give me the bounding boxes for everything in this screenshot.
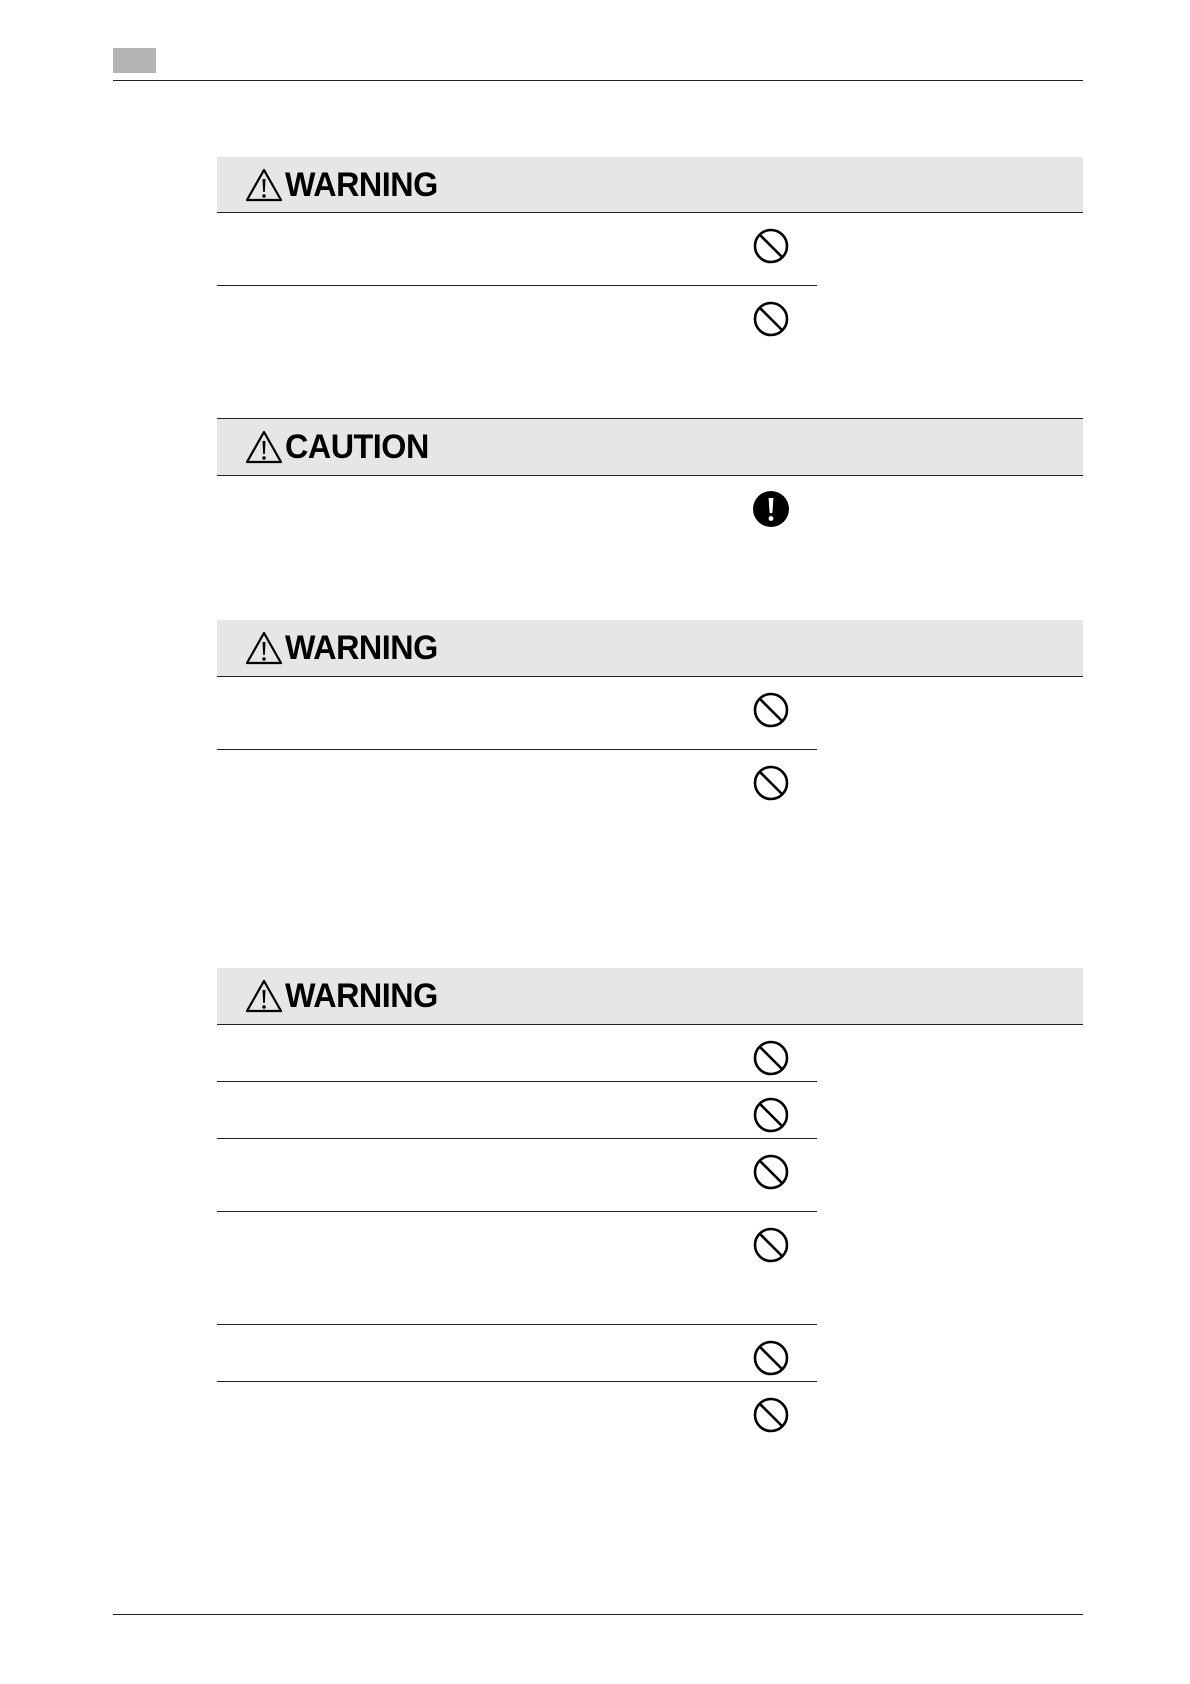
prohibition-icon bbox=[752, 1396, 790, 1434]
prohibition-icon bbox=[752, 764, 790, 802]
caution-row bbox=[217, 476, 817, 556]
warning-triangle-icon bbox=[245, 979, 283, 1013]
prohibition-icon bbox=[752, 1226, 790, 1264]
warning-triangle-icon bbox=[245, 168, 283, 202]
warning-row bbox=[217, 1082, 817, 1139]
prohibition-icon bbox=[752, 227, 790, 265]
section-header bbox=[217, 157, 1083, 213]
warning-row bbox=[217, 1212, 817, 1325]
section-heading bbox=[245, 428, 436, 466]
section-heading bbox=[245, 166, 446, 204]
section-header bbox=[217, 620, 1083, 677]
prohibition-icon bbox=[752, 1039, 790, 1077]
warning-row bbox=[217, 1382, 817, 1462]
warning-triangle-icon bbox=[245, 430, 283, 464]
warning-section-3 bbox=[217, 968, 1083, 1462]
prohibition-icon bbox=[752, 691, 790, 729]
section-title: CAUTION bbox=[285, 428, 429, 466]
section-header bbox=[217, 418, 1083, 476]
footer-rule bbox=[113, 1614, 1083, 1615]
mandatory-action-icon bbox=[752, 490, 790, 528]
warning-triangle-icon bbox=[245, 631, 283, 665]
warning-row bbox=[217, 677, 817, 750]
prohibition-icon bbox=[752, 1096, 790, 1134]
warning-section-2 bbox=[217, 620, 1083, 830]
warning-row bbox=[217, 213, 817, 286]
warning-row bbox=[217, 750, 817, 830]
warning-row bbox=[217, 286, 817, 366]
section-heading bbox=[245, 977, 446, 1015]
caution-section bbox=[217, 418, 1083, 556]
section-title: WARNING bbox=[285, 166, 438, 204]
page-number-tab bbox=[113, 48, 156, 73]
warning-row bbox=[217, 1325, 817, 1382]
section-heading bbox=[245, 629, 446, 667]
section-title: WARNING bbox=[285, 629, 438, 667]
section-header bbox=[217, 968, 1083, 1025]
section-title: WARNING bbox=[285, 977, 438, 1015]
prohibition-icon bbox=[752, 300, 790, 338]
warning-row bbox=[217, 1139, 817, 1212]
prohibition-icon bbox=[752, 1153, 790, 1191]
header-rule bbox=[113, 80, 1083, 81]
warning-section-1 bbox=[217, 157, 1083, 366]
prohibition-icon bbox=[752, 1339, 790, 1377]
warning-row bbox=[217, 1025, 817, 1082]
